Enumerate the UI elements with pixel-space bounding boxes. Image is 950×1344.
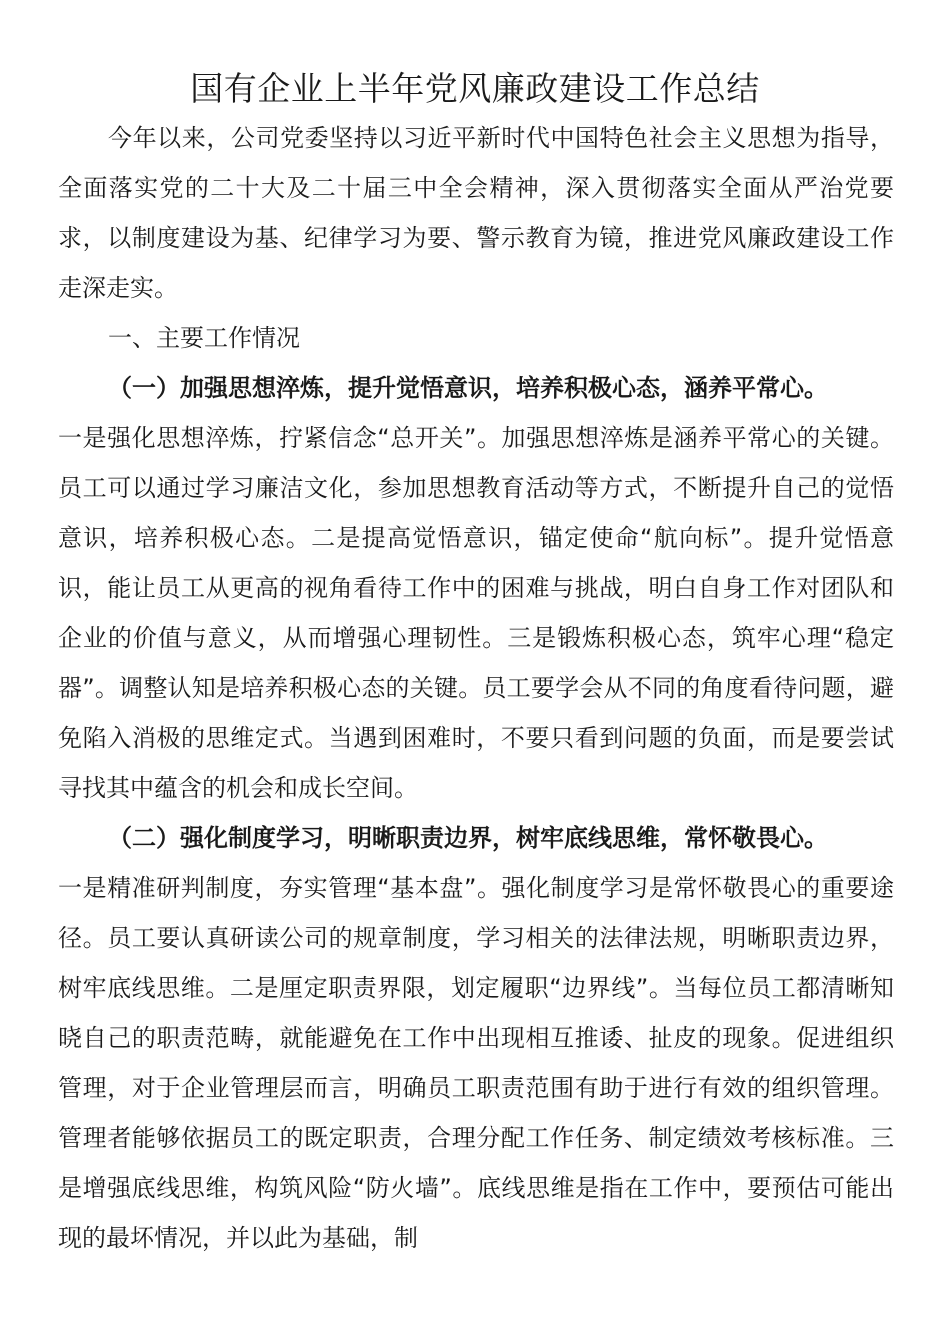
subsection-2-paragraph: 一是精准研判制度，夯实管理“基本盘”。强化制度学习是常怀敬畏心的重要途径。员工要认真研读公司的规章制度，学习相关的法律法规，明晰职责边界，树牢底线思维。二是厘定职责界限，划定履职“边界线”。当每位员工都清晰知晓自己的职责范畴，就能避免在工作中出现相互推诿、扯皮的现象。促进组织管理，对于企业管理层而言，明确员工职责范围有助于进行有效的组织管理。管理者能够依据员工的既定职责，合理分配工作任务、制定绩效考核标准。三是增强底线思维，构筑风险“防火墙”。底线思维是指在工作中，要预估可能出现的最坏情况，并以此为基础，制 — [58, 874, 894, 1252]
document-title: 国有企业上半年党风廉政建设工作总结 — [190, 69, 760, 108]
document-body — [58, 113, 894, 1263]
intro-paragraph: 今年以来，公司党委坚持以习近平新时代中国特色社会主义思想为指导，全面落实党的二十大及二十届三中全会精神，深入贯彻落实全面从严治党要求，以制度建设为基、纪律学习为要、警示教育为镜，推进党风廉政建设工作走深走实。 — [58, 124, 894, 302]
subsection-2-heading: （二）强化制度学习，明晰职责边界，树牢底线思维，常怀敬畏心。 — [108, 824, 828, 852]
subsection-1-paragraph: 一是强化思想淬炼，拧紧信念“总开关”。加强思想淬炼是涵养平常心的关键。员工可以通过学习廉洁文化，参加思想教育活动等方式，不断提升自己的觉悟意识，培养积极心态。二是提高觉悟意识，锚定使命“航向标”。提升觉悟意识，能让员工从更高的视角看待工作中的困难与挑战，明白自身工作对团队和企业的价值与意义，从而增强心理韧性。三是锻炼积极心态，筑牢心理“稳定器”。调整认知是培养积极心态的关键。员工要学会从不同的角度看待问题，避免陷入消极的思维定式。当遇到困难时，不要只看到问题的负面，而是要尝试寻找其中蕴含的机会和成长空间。 — [58, 424, 894, 802]
subsection-1-heading: （一）加强思想淬炼，提升觉悟意识，培养积极心态，涵养平常心。 — [108, 374, 828, 402]
section-heading: 一、主要工作情况 — [108, 324, 300, 352]
